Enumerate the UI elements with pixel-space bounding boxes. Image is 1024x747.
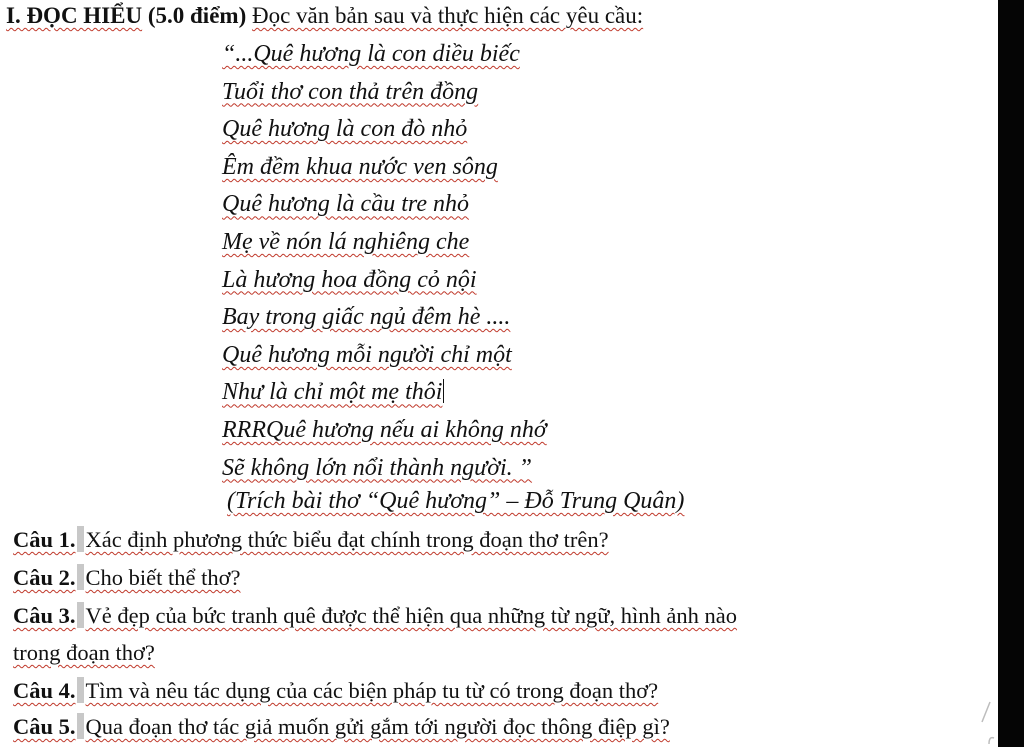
- poem-line[interactable]: Quê hương mỗi người chỉ một: [222, 341, 512, 368]
- poem-line[interactable]: Bay trong giấc ngủ đêm hè ....: [222, 304, 511, 331]
- section-label: I. ĐỌC HIỂU: [6, 3, 143, 28]
- poem-line[interactable]: Tuổi thơ con thả trên đồng: [222, 78, 479, 105]
- question-text[interactable]: Qua đoạn thơ tác giả muốn gửi gắm tới người đọc thông điệp gì?: [85, 714, 670, 739]
- question-text[interactable]: Vẻ đẹp của bức tranh quê được thể hiện qua những từ ngữ, hình ảnh nào: [85, 603, 737, 628]
- poem-excerpt: [222, 36, 547, 487]
- poem-line[interactable]: Sẽ không lớn nổi thành người. ”: [222, 454, 533, 481]
- section-points: (5.0 điểm): [147, 3, 247, 28]
- question-label: Câu 3.: [13, 603, 76, 628]
- poem-line[interactable]: Như là chỉ một mẹ thôi: [222, 379, 443, 406]
- poem-line[interactable]: Mẹ về nón lá nghiêng che: [222, 228, 470, 255]
- poem-line[interactable]: “...Quê hương là con diều biếc: [222, 41, 520, 67]
- question-3-continued: [13, 638, 155, 668]
- selection-mark: [77, 713, 84, 739]
- question-label: Câu 2.: [13, 565, 76, 590]
- question-label: Câu 1.: [13, 527, 76, 552]
- window-edge: [998, 0, 1024, 747]
- question-4: [13, 676, 658, 706]
- selection-mark: [77, 677, 84, 703]
- poem-line[interactable]: Êm đềm khua nước ven sông: [222, 153, 498, 180]
- poem-source: (Trích bài thơ “Quê hương” – Đỗ Trung Quân): [227, 488, 685, 514]
- question-2: [13, 563, 241, 593]
- question-text[interactable]: trong đoạn thơ?: [13, 640, 155, 665]
- selection-mark: [77, 526, 84, 552]
- section-heading: [6, 1, 643, 31]
- question-3: [13, 601, 737, 631]
- question-text[interactable]: Tìm và nêu tác dụng của các biện pháp tu từ có trong đoạn thơ?: [85, 678, 659, 703]
- question-text[interactable]: Cho biết thể thơ?: [85, 565, 241, 590]
- selection-mark: [77, 564, 84, 590]
- question-5: [13, 712, 670, 742]
- question-label: Câu 4.: [13, 678, 76, 703]
- pen-stroke-icon: [976, 700, 996, 744]
- poem-line[interactable]: RRRQuê hương nếu ai không nhớ: [222, 416, 547, 443]
- section-instruction: Đọc văn bản sau và thực hiện các yêu cầu:: [251, 3, 644, 28]
- text-cursor: [443, 379, 444, 403]
- question-1: [13, 525, 609, 555]
- poem-line[interactable]: Quê hương là con đò nhỏ: [222, 116, 468, 143]
- poem-line[interactable]: Quê hương là cầu tre nhỏ: [222, 191, 469, 218]
- question-label: Câu 5.: [13, 714, 76, 739]
- selection-mark: [77, 602, 84, 628]
- poem-line[interactable]: Là hương hoa đồng cỏ nội: [222, 266, 477, 293]
- question-text[interactable]: Xác định phương thức biểu đạt chính trong đoạn thơ trên?: [85, 527, 609, 552]
